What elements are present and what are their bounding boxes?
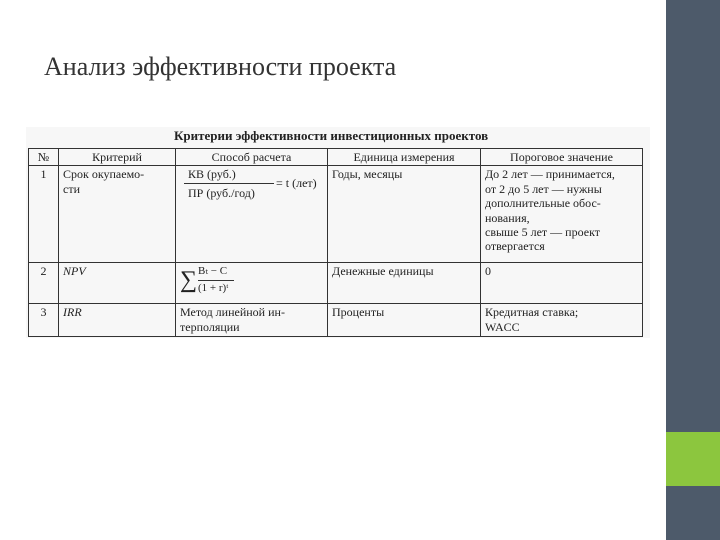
- row-threshold: [481, 304, 643, 337]
- row-criterion: Срок окупаемо- сти: [59, 166, 176, 263]
- table-row: [29, 263, 643, 304]
- row-threshold: 0: [481, 263, 643, 304]
- threshold-line: Кредитная ставка;: [485, 305, 579, 320]
- npv-formula: [180, 264, 323, 300]
- header-number: №: [29, 149, 59, 166]
- formula-numerator: Bₜ − C: [198, 265, 228, 278]
- row-number: 2: [29, 263, 59, 304]
- table-row: [29, 304, 643, 337]
- slide-title: Анализ эффективности проекта: [44, 52, 397, 81]
- fraction-bar: [198, 280, 234, 281]
- fraction-bar: [184, 183, 274, 184]
- header-unit: Единица измерения: [328, 149, 481, 166]
- row-unit: Проценты: [328, 304, 481, 337]
- table-row: [29, 166, 643, 263]
- criteria-table: [28, 148, 643, 337]
- header-method: Способ расчета: [176, 149, 328, 166]
- sidebar-accent: [666, 432, 720, 486]
- row-criterion: IRR: [59, 304, 176, 337]
- row-method: Метод линейной ин- терполяции: [176, 304, 328, 337]
- header-criterion: Критерий: [59, 149, 176, 166]
- row-criterion: NPV: [59, 263, 176, 304]
- row-number: 1: [29, 166, 59, 263]
- row-number: 3: [29, 304, 59, 337]
- formula-numerator: КВ (руб.): [188, 167, 236, 182]
- row-unit: Денежные единицы: [328, 263, 481, 304]
- payback-formula: [180, 167, 323, 203]
- table-header-row: [29, 149, 643, 166]
- row-unit: Годы, месяцы: [328, 166, 481, 263]
- table-caption: Критерии эффективности инвестиционных проектов: [174, 128, 489, 143]
- formula-result: = t (лет): [276, 176, 317, 191]
- row-threshold: До 2 лет — принимается, от 2 до 5 лет — нужны дополнительные обос- нования, свыше 5 лет — проект отвергается: [481, 166, 643, 263]
- row-method: [176, 263, 328, 304]
- sigma-symbol: ∑: [180, 267, 198, 294]
- formula-denominator: ПР (руб./год): [188, 186, 255, 201]
- row-method: [176, 166, 328, 263]
- formula-denominator: (1 + r)ᵗ: [198, 282, 229, 295]
- header-threshold: Пороговое значение: [481, 149, 643, 166]
- threshold-line: WACC: [485, 319, 520, 334]
